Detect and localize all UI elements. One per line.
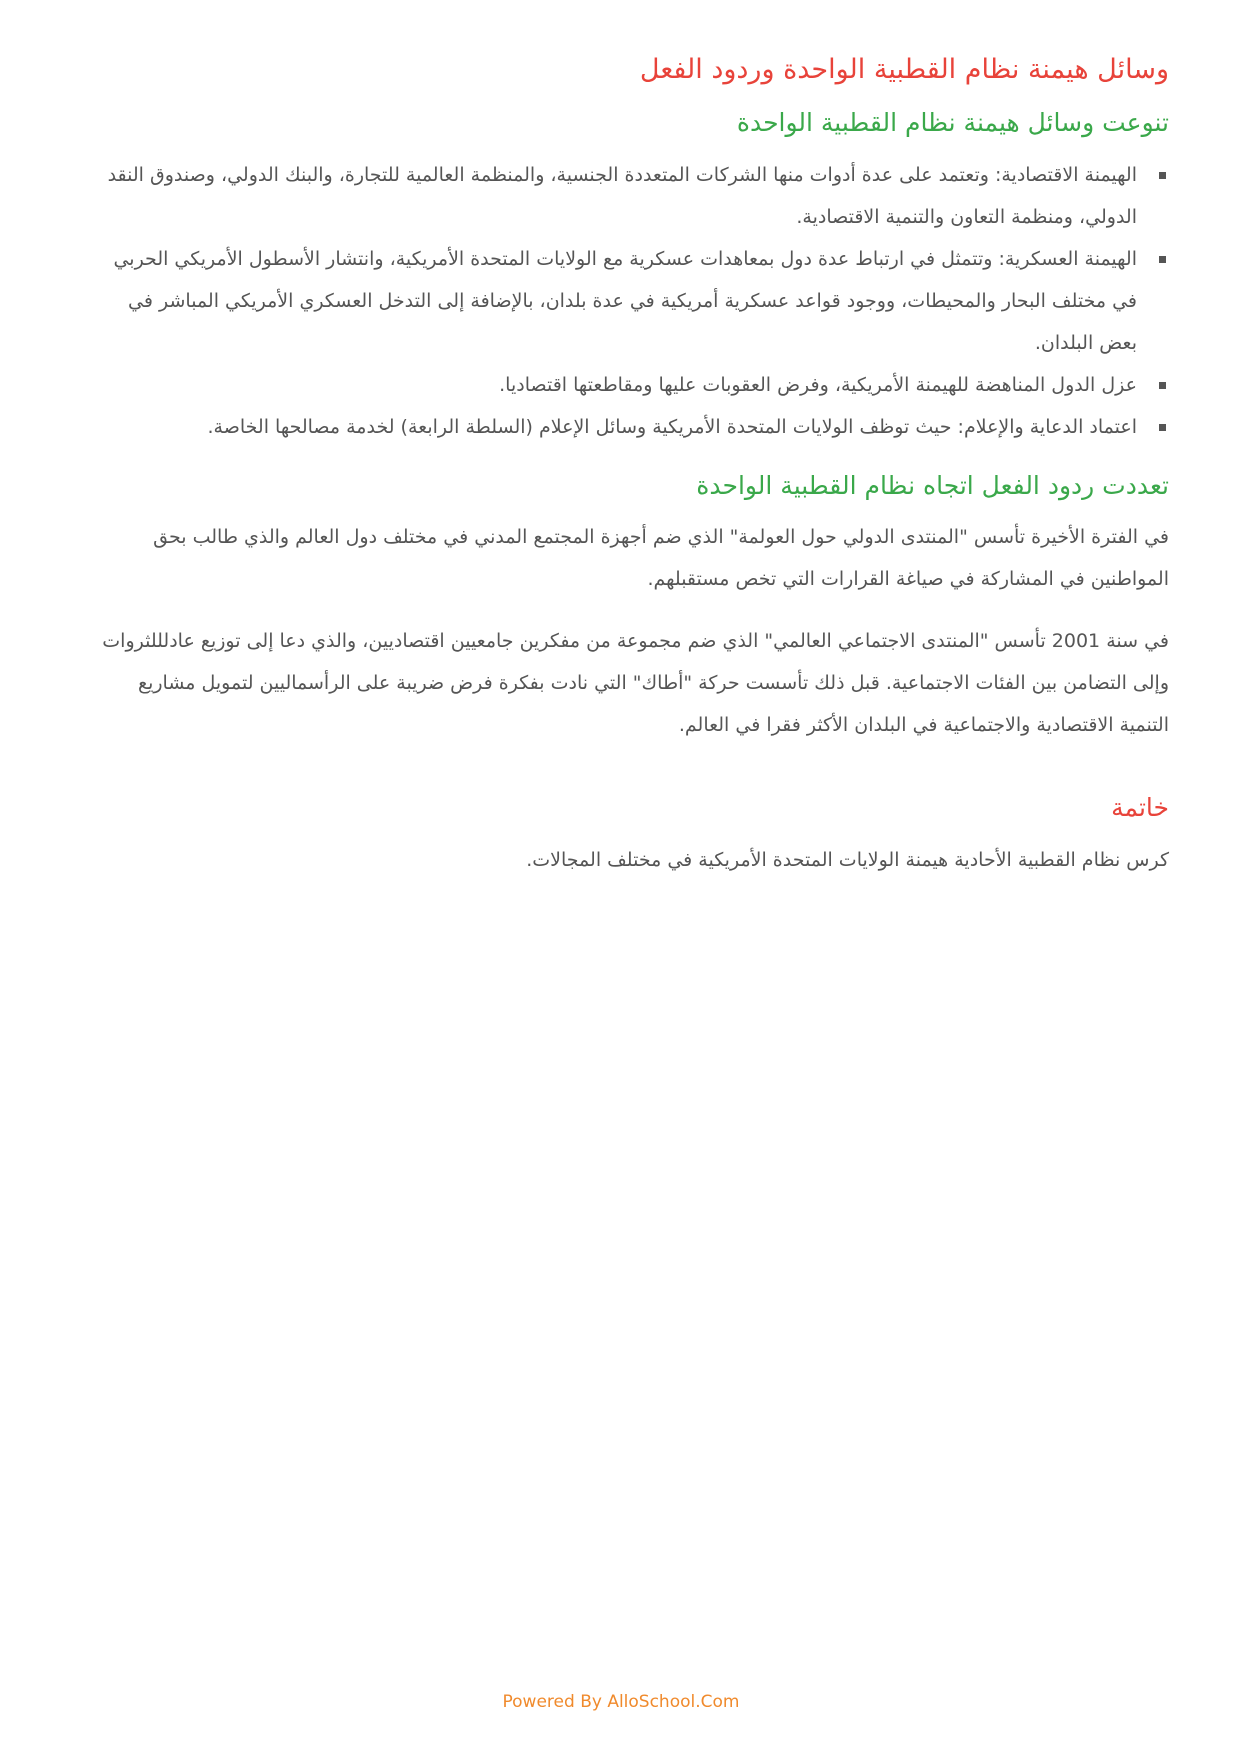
conclusion-text: كرس نظام القطبية الأحادية هيمنة الولايات المتحدة الأمريكية في مختلف المجالات. xyxy=(526,848,1169,871)
main-title: وسائل هيمنة نظام القطبية الواحدة وردود الفعل xyxy=(639,54,1169,85)
reactions-paragraph-1: في الفترة الأخيرة تأسس "المنتدى الدولي حول العولمة" الذي ضم أجهزة المجتمع المدني في مختلف دول العالم والذي طالب بحق المواطنين في المشاركة في صياغة القرارات التي تخص مستقبلهم. xyxy=(153,526,1169,591)
section-title-means-of-hegemony: تنوعت وسائل هيمنة نظام القطبية الواحدة xyxy=(736,108,1169,138)
conclusion-title: خاتمة xyxy=(1111,793,1169,823)
list-item: الهيمنة الاقتصادية: وتعتمد على عدة أدوات منها الشركات المتعددة الجنسية، والمنظمة العالمية للتجارة، والبنك الدولي، وصندوق النقد الدولي، ومنظمة التعاون والتنمية الاقتصادية. xyxy=(88,154,1137,238)
list-item: عزل الدول المناهضة للهيمنة الأمريكية، وفرض العقوبات عليها ومقاطعتها اقتصاديا. xyxy=(88,364,1137,406)
list-item: اعتماد الدعاية والإعلام: حيث توظف الولايات المتحدة الأمريكية وسائل الإعلام (السلطة الرابعة) لخدمة مصالحها الخاصة. xyxy=(88,406,1137,448)
footer-credit: Powered By AlloSchool.Com xyxy=(502,1692,740,1712)
list-item: الهيمنة العسكرية: وتتمثل في ارتباط عدة دول بمعاهدات عسكرية مع الولايات المتحدة الأمريكية، وانتشار الأسطول الأمريكي الحربي في مختلف البحار والمحيطات، ووجود قواعد عسكرية أمريكية في عدة بلدان، بالإضافة إلى التدخل العسكري الأمريكي المباشر في بعض البلدان. xyxy=(88,238,1137,364)
hegemony-means-list xyxy=(88,154,1169,448)
document-page xyxy=(88,52,1169,901)
section-title-reactions: تعددت ردود الفعل اتجاه نظام القطبية الواحدة xyxy=(696,470,1169,500)
reactions-paragraph-2: في سنة 2001 تأسس "المنتدى الاجتماعي العالمي" الذي ضم مجموعة من مفكرين جامعيين اقتصاديين، والذي دعا إلى توزيع عادلللثروات وإلى التضامن بين الفئات الاجتماعية. قبل ذلك تأسست حركة "أطاك" التي نادت بفكرة فرض ضريبة على الرأسماليين لتمويل مشاريع التنمية الاقتصادية والاجتماعية في البلدان الأكثر فقرا في العالم. xyxy=(102,630,1169,737)
